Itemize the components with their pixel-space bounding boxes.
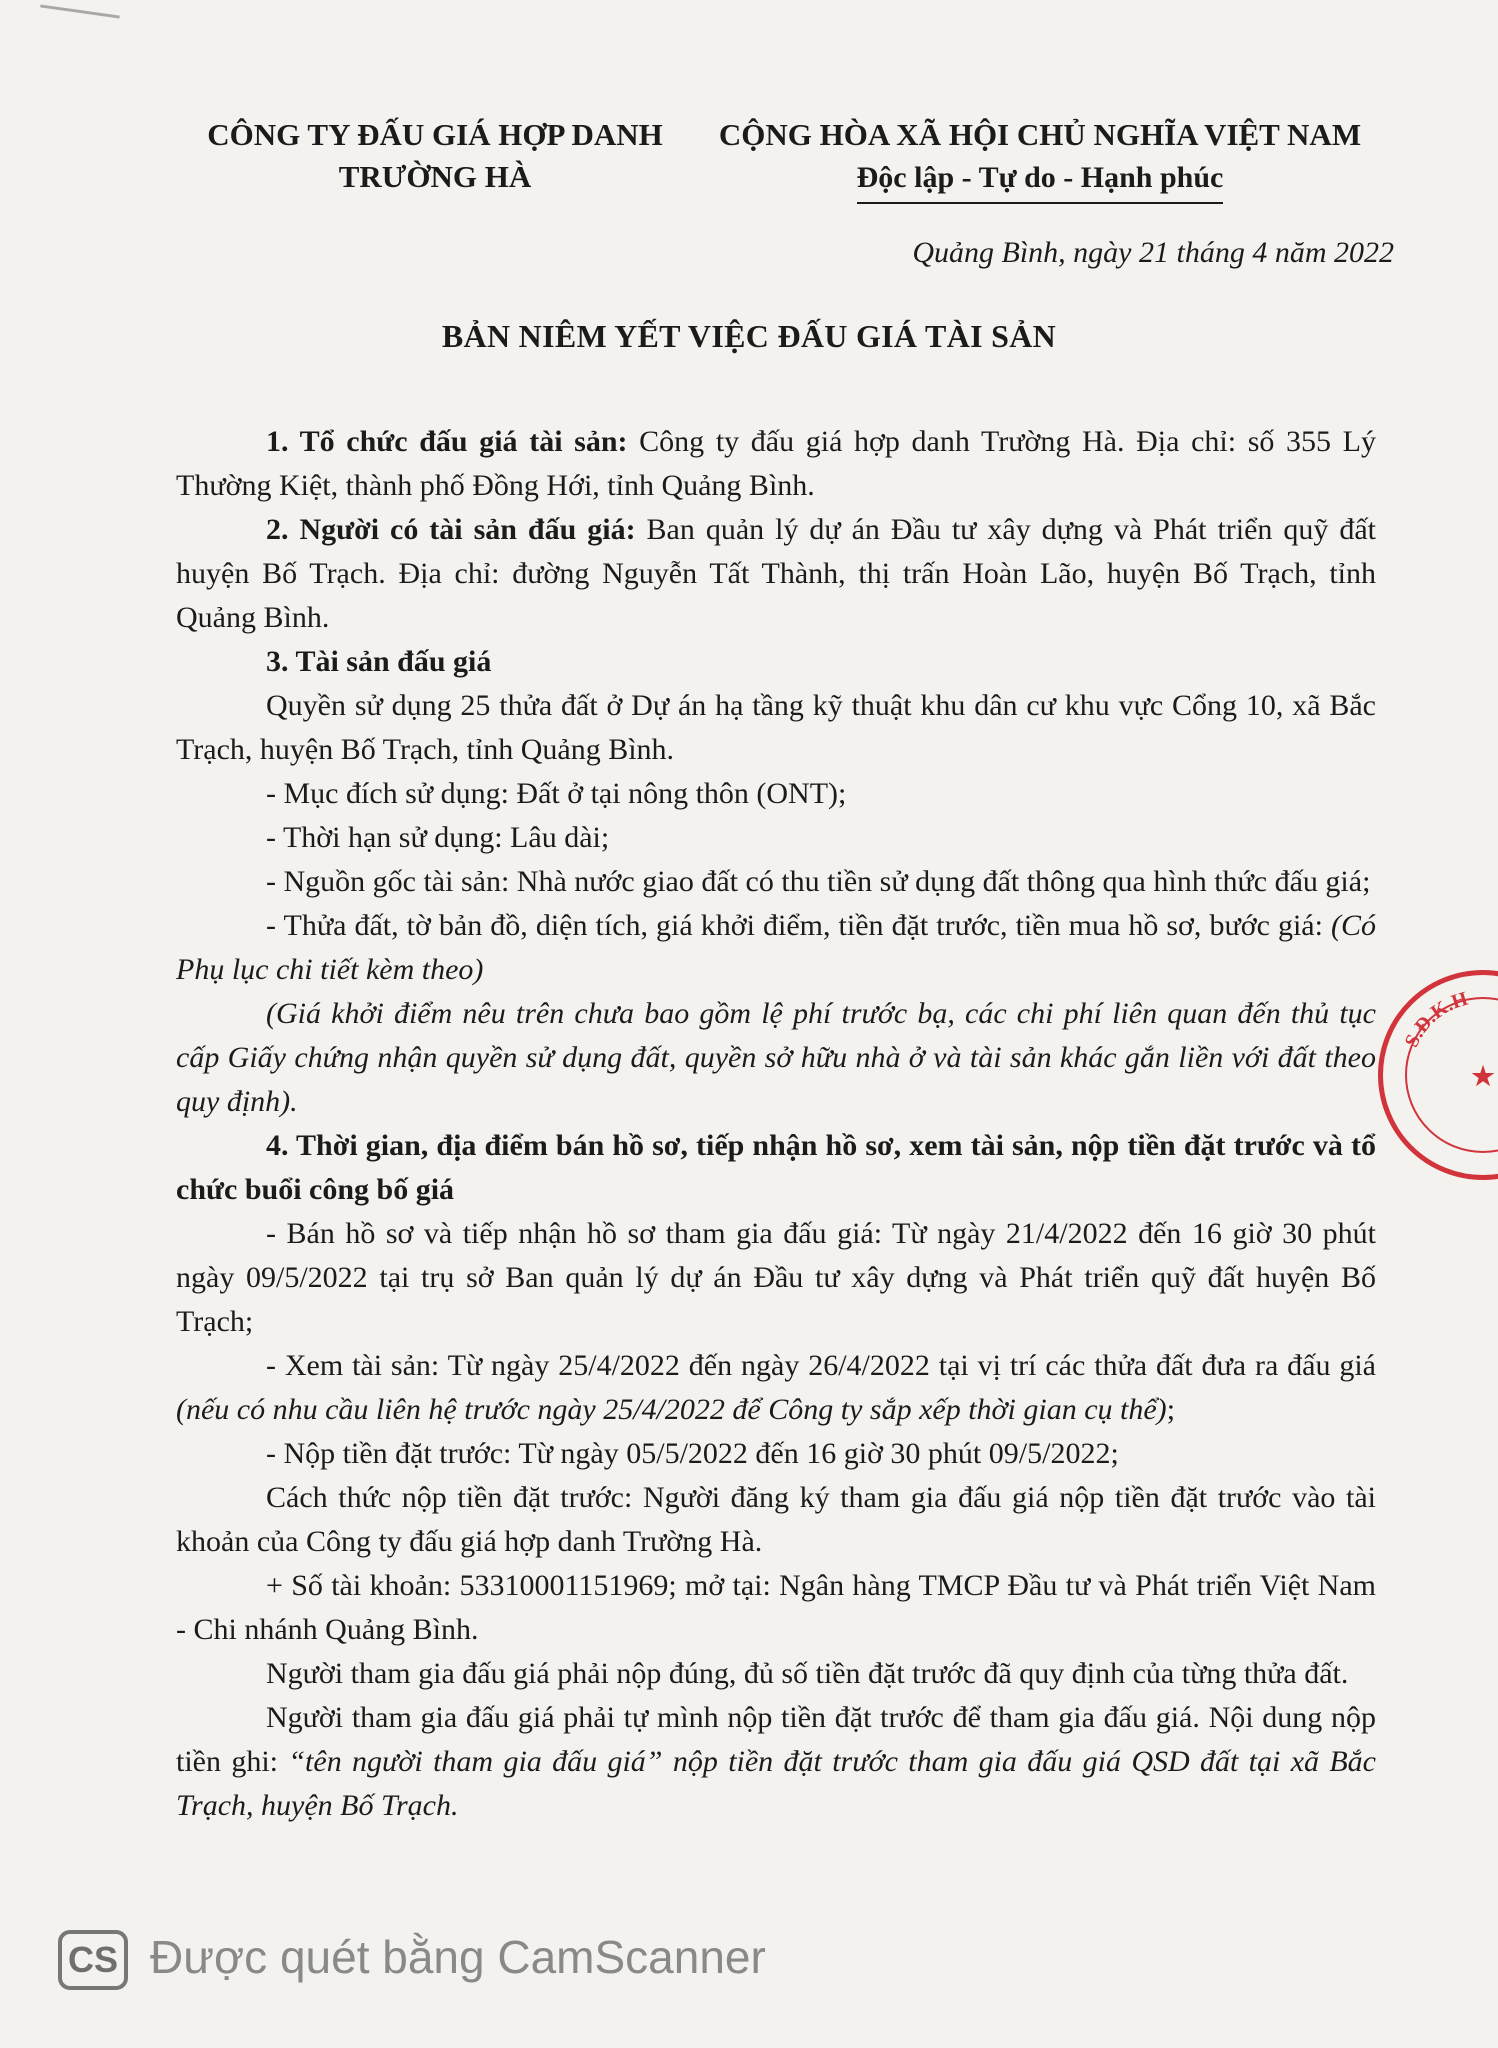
svg-text:★: ★ (1471, 1062, 1495, 1091)
section-4-bank-account: + Số tài khoản: 53310001151969; mở tại: Ngân hàng TMCP Đầu tư và Phát triển Việt Nam - Chi nhánh Quảng Bình. (176, 1569, 1376, 1646)
section-3-description: Quyền sử dụng 25 thửa đất ở Dự án hạ tầng kỹ thuật khu dân cư khu vực Cổng 10, xã Bắc Trạch, huyện Bố Trạch, tỉnh Quảng Bình. (176, 689, 1376, 766)
section-4-sale-period: - Bán hồ sơ và tiếp nhận hồ sơ tham gia đấu giá: Từ ngày 21/4/2022 đến 16 giờ 30 phút ngày 09/5/2022 tại trụ sở Ban quản lý dự án Đầu tư xây dựng và Phát triển quỹ đất huyện Bố Trạch; (176, 1217, 1376, 1338)
section-4-deposit-method: Cách thức nộp tiền đặt trước: Người đăng ký tham gia đấu giá nộp tiền đặt trước vào tài khoản của Công ty đấu giá hợp danh Trường Hà. (176, 1481, 1376, 1558)
document-title: BẢN NIÊM YẾT VIỆC ĐẤU GIÁ TÀI SẢN (441, 318, 1057, 354)
section-3-details-text: - Thửa đất, tờ bản đồ, diện tích, giá khởi điểm, tiền đặt trước, tiền mua hồ sơ, bước giá: (266, 909, 1331, 942)
company-name-line2: TRƯỜNG HÀ (338, 159, 532, 194)
section-1 (176, 420, 1376, 508)
document-body (176, 420, 1376, 1828)
svg-text:S.Đ.K.H: S.Đ.K.H (1400, 987, 1471, 1051)
section-4-viewing (176, 1344, 1376, 1432)
section-4-rule-1: Người tham gia đấu giá phải nộp đúng, đủ số tiền đặt trước đã quy định của từng thửa đất. (266, 1657, 1349, 1690)
section-3-details (176, 904, 1376, 992)
date-line: Quảng Bình, ngày 21 tháng 4 năm 2022 (912, 236, 1394, 269)
section-4-viewing-note: (nếu có nhu cầu liên hệ trước ngày 25/4/2022 để Công ty sắp xếp thời gian cụ thể) (176, 1393, 1167, 1426)
section-3-duration: - Thời hạn sử dụng: Lâu dài; (266, 821, 610, 854)
seal-text-graphic (1383, 975, 1498, 1175)
section-3-purpose: - Mục đích sử dụng: Đất ở tại nông thôn (ONT); (266, 777, 847, 810)
section-4-rule-2-note: “tên người tham gia đấu giá” nộp tiền đặt trước tham gia đấu giá QSD đất tại xã Bắc Trạch, huyện Bố Trạch. (176, 1745, 1376, 1822)
section-3-price-note: (Giá khởi điểm nêu trên chưa bao gồm lệ phí trước bạ, các chi phí liên quan đến thủ tục cấp Giấy chứng nhận quyền sử dụng đất, quyền sở hữu nhà ở và tài sản khác gắn liền với đất theo quy định). (176, 997, 1376, 1118)
section-4-deposit-period: - Nộp tiền đặt trước: Từ ngày 05/5/2022 đến 16 giờ 30 phút 09/5/2022; (266, 1437, 1119, 1470)
section-1-text: Công ty đấu giá hợp danh Trường Hà. Địa chỉ: số 355 Lý Thường Kiệt, thành phố Đồng Hới, tỉnh Quảng Bình. (176, 425, 1376, 502)
national-motto: Độc lập - Tự do - Hạnh phúc (857, 157, 1224, 204)
section-4-rule-2 (176, 1696, 1376, 1828)
section-4-viewing-text: - Xem tài sản: Từ ngày 25/4/2022 đến ngày 26/4/2022 tại vị trí các thửa đất đưa ra đấu giá (266, 1349, 1376, 1382)
national-header (690, 114, 1390, 204)
company-header (175, 114, 695, 198)
section-2-text: Ban quản lý dự án Đầu tư xây dựng và Phát triển quỹ đất huyện Bố Trạch. Địa chỉ: đường Nguyễn Tất Thành, thị trấn Hoàn Lão, huyện Bố Trạch, tỉnh Quảng Bình. (176, 513, 1376, 634)
section-3-heading: 3. Tài sản đấu giá (266, 645, 492, 678)
section-3-appendix-note: (Có Phụ lục chi tiết kèm theo) (176, 909, 1376, 986)
red-seal-stamp (1378, 970, 1498, 1180)
section-4-rule-2-text: Người tham gia đấu giá phải tự mình nộp tiền đặt trước để tham gia đấu giá. Nội dung nộp tiền ghi: (176, 1701, 1376, 1778)
section-2-heading: 2. Người có tài sản đấu giá: (266, 513, 636, 546)
section-3-origin: - Nguồn gốc tài sản: Nhà nước giao đất có thu tiền sử dụng đất thông qua hình thức đấu giá; (266, 865, 1371, 898)
company-name-line1: CÔNG TY ĐẤU GIÁ HỢP DANH (207, 117, 663, 152)
camscanner-watermark: Được quét bằng CamScanner (150, 1931, 766, 1983)
camscanner-logo: CS (58, 1930, 128, 1990)
section-4-heading: 4. Thời gian, địa điểm bán hồ sơ, tiếp nhận hồ sơ, xem tài sản, nộp tiền đặt trước và tổ chức buổi công bố giá (176, 1129, 1376, 1206)
section-2 (176, 508, 1376, 640)
section-1-heading: 1. Tổ chức đấu giá tài sản: (266, 425, 628, 458)
scan-mark (40, 4, 120, 18)
country-name: CỘNG HÒA XÃ HỘI CHỦ NGHĨA VIỆT NAM (718, 117, 1362, 152)
section-4-viewing-end: ; (1166, 1393, 1176, 1426)
